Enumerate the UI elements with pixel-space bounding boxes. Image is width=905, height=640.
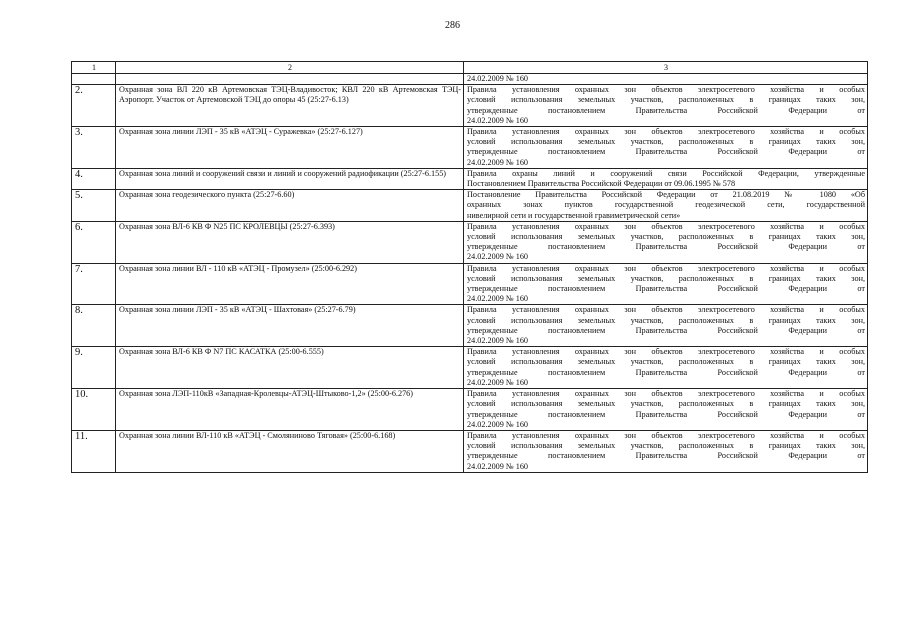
legal-basis-line: Правила установления охранных зон объектов электросетевого хозяйства и особых — [467, 347, 865, 357]
legal-basis — [464, 127, 868, 169]
page-number: 286 — [445, 20, 460, 31]
legal-basis-line: условий использования земельных участков, расположенных в границах таких зон, — [467, 315, 865, 325]
continuation-basis-cell: 24.02.2009 № 160 — [464, 74, 868, 85]
legal-basis-line: 24.02.2009 № 160 — [467, 336, 529, 346]
table-row — [72, 305, 868, 347]
zone-name: Охранная зона линии ВЛ - 110 кВ «АТЭЦ - Промузел» (25:00-6.292) — [116, 263, 464, 305]
row-number: 8. — [72, 305, 116, 347]
zone-name: Охранная зона ВЛ 220 кВ Артемовская ТЭЦ-Владивосток; КВЛ 220 кВ Артемовская ТЭЦ-Аэропорт. Участок от Артемовской ТЭЦ до опоры 45 (25:27-6.13) — [116, 85, 464, 127]
row-number: 7. — [72, 263, 116, 305]
row-number: 2. — [72, 85, 116, 127]
legal-basis-line: Правила установления охранных зон объектов электросетевого хозяйства и особых — [467, 389, 865, 399]
row-number: 10. — [72, 389, 116, 431]
table-row — [72, 430, 868, 472]
legal-basis-line: условий использования земельных участков, расположенных в границах таких зон, — [467, 357, 865, 367]
zone-name: Охранная зона ВЛ-6 КВ Ф N7 ПС КАСАТКА (25:00-6.555) — [116, 347, 464, 389]
legal-basis — [464, 221, 868, 263]
legal-basis-line: 24.02.2009 № 160 — [467, 157, 529, 167]
legal-basis-line: утвержденные постановлением Правительства Российской Федерации от — [467, 367, 865, 377]
zone-name: Охранная зона линий и сооружений связи и линий и сооружений радиофикации (25:27-6.155) — [116, 168, 464, 189]
legal-basis-line: 24.02.2009 № 160 — [467, 252, 529, 262]
legal-basis-line: утвержденные постановлением Правительства Российской Федерации от — [467, 325, 865, 335]
table-row — [72, 85, 868, 127]
legal-basis — [464, 430, 868, 472]
legal-basis — [464, 347, 868, 389]
legal-basis-line: Правила установления охранных зон объектов электросетевого хозяйства и особых — [467, 430, 865, 440]
table-row — [72, 221, 868, 263]
row-number: 4. — [72, 168, 116, 189]
table-body — [72, 74, 868, 473]
legal-basis — [464, 389, 868, 431]
legal-basis-line: 24.02.2009 № 160 — [467, 377, 529, 387]
legal-basis-line: Правила установления охранных зон объектов электросетевого хозяйства и особых — [467, 127, 865, 137]
zone-name: Охранная зона геодезического пункта (25:27-6.60) — [116, 190, 464, 222]
zone-name: Охранная зона ВЛ-6 КВ Ф N25 ПС КРОЛЕВЦЫ (25:27-6.393) — [116, 221, 464, 263]
table-row — [72, 127, 868, 169]
legal-basis-line: условий использования земельных участков, расположенных в границах таких зон, — [467, 95, 865, 105]
zone-name: Охранная зона ЛЭП-110кВ «Западная-Кролевцы-АТЭЦ-Штыково-1,2» (25:00-6.276) — [116, 389, 464, 431]
legal-basis — [464, 263, 868, 305]
continuation-num-cell — [72, 74, 116, 85]
legal-basis-line: Правила установления охранных зон объектов электросетевого хозяйства и особых — [467, 85, 865, 95]
legal-basis-line: Постановление Правительства Российской Федерации от 21.08.2019 № 1080 «Об — [467, 190, 865, 200]
legal-basis-line: утвержденные постановлением Правительства Российской Федерации от — [467, 147, 865, 157]
legal-basis-line: нивелирной сети и государственной гравиметрической сети» — [467, 210, 681, 220]
legal-basis-line: Правила установления охранных зон объектов электросетевого хозяйства и особых — [467, 221, 865, 231]
row-number: 11. — [72, 430, 116, 472]
continuation-row — [72, 74, 868, 85]
table-row — [72, 190, 868, 222]
legal-basis-line: утвержденные постановлением Правительства Российской Федерации от — [467, 409, 865, 419]
zone-name: Охранная зона линии ВЛ-110 кВ «АТЭЦ - Смоляниново Тяговая» (25:00-6.168) — [116, 430, 464, 472]
legal-basis-line: Правила установления охранных зон объектов электросетевого хозяйства и особых — [467, 305, 865, 315]
row-number: 9. — [72, 347, 116, 389]
legal-basis — [464, 85, 868, 127]
table-row — [72, 347, 868, 389]
legal-basis — [464, 190, 868, 222]
zones-table — [71, 61, 868, 473]
legal-basis-line: 24.02.2009 № 160 — [467, 461, 529, 471]
table-row — [72, 263, 868, 305]
legal-basis-line: охранных зонах пунктов государственной геодезической сети, государственной — [467, 200, 865, 210]
continuation-name-cell — [116, 74, 464, 85]
legal-basis-line: утвержденные постановлением Правительства Российской Федерации от — [467, 242, 865, 252]
legal-basis-line: Правила охраны линий и сооружений связи Российской Федерации, утвержденные — [467, 168, 865, 178]
row-number: 3. — [72, 127, 116, 169]
legal-basis-line: 24.02.2009 № 160 — [467, 115, 529, 125]
zone-name: Охранная зона линии ЛЭП - 35 кВ «АТЭЦ - Суражевка» (25:27-6.127) — [116, 127, 464, 169]
legal-basis — [464, 305, 868, 347]
legal-basis-line: условий использования земельных участков, расположенных в границах таких зон, — [467, 441, 865, 451]
legal-basis-line: условий использования земельных участков, расположенных в границах таких зон, — [467, 232, 865, 242]
column-header-1: 1 — [72, 62, 116, 74]
legal-basis-line: условий использования земельных участков, расположенных в границах таких зон, — [467, 273, 865, 283]
zone-name: Охранная зона линии ЛЭП - 35 кВ «АТЭЦ - Шахтовая» (25:27-6.79) — [116, 305, 464, 347]
legal-basis-line: утвержденные постановлением Правительства Российской Федерации от — [467, 105, 865, 115]
column-header-3: 3 — [464, 62, 868, 74]
legal-basis-line: условий использования земельных участков, расположенных в границах таких зон, — [467, 399, 865, 409]
legal-basis-line: Постановлением Правительства Российской Федерации от 09.06.1995 № 578 — [467, 179, 736, 189]
legal-basis-line: условий использования земельных участков, расположенных в границах таких зон, — [467, 137, 865, 147]
legal-basis-line: 24.02.2009 № 160 — [467, 419, 529, 429]
table-row — [72, 168, 868, 189]
row-number: 5. — [72, 190, 116, 222]
legal-basis-line: Правила установления охранных зон объектов электросетевого хозяйства и особых — [467, 263, 865, 273]
legal-basis-line: 24.02.2009 № 160 — [467, 294, 529, 304]
table-header-row — [72, 62, 868, 74]
legal-basis-line: утвержденные постановлением Правительства Российской Федерации от — [467, 451, 865, 461]
legal-basis — [464, 168, 868, 189]
column-header-2: 2 — [116, 62, 464, 74]
legal-basis-line: утвержденные постановлением Правительства Российской Федерации от — [467, 284, 865, 294]
row-number: 6. — [72, 221, 116, 263]
table-row — [72, 389, 868, 431]
